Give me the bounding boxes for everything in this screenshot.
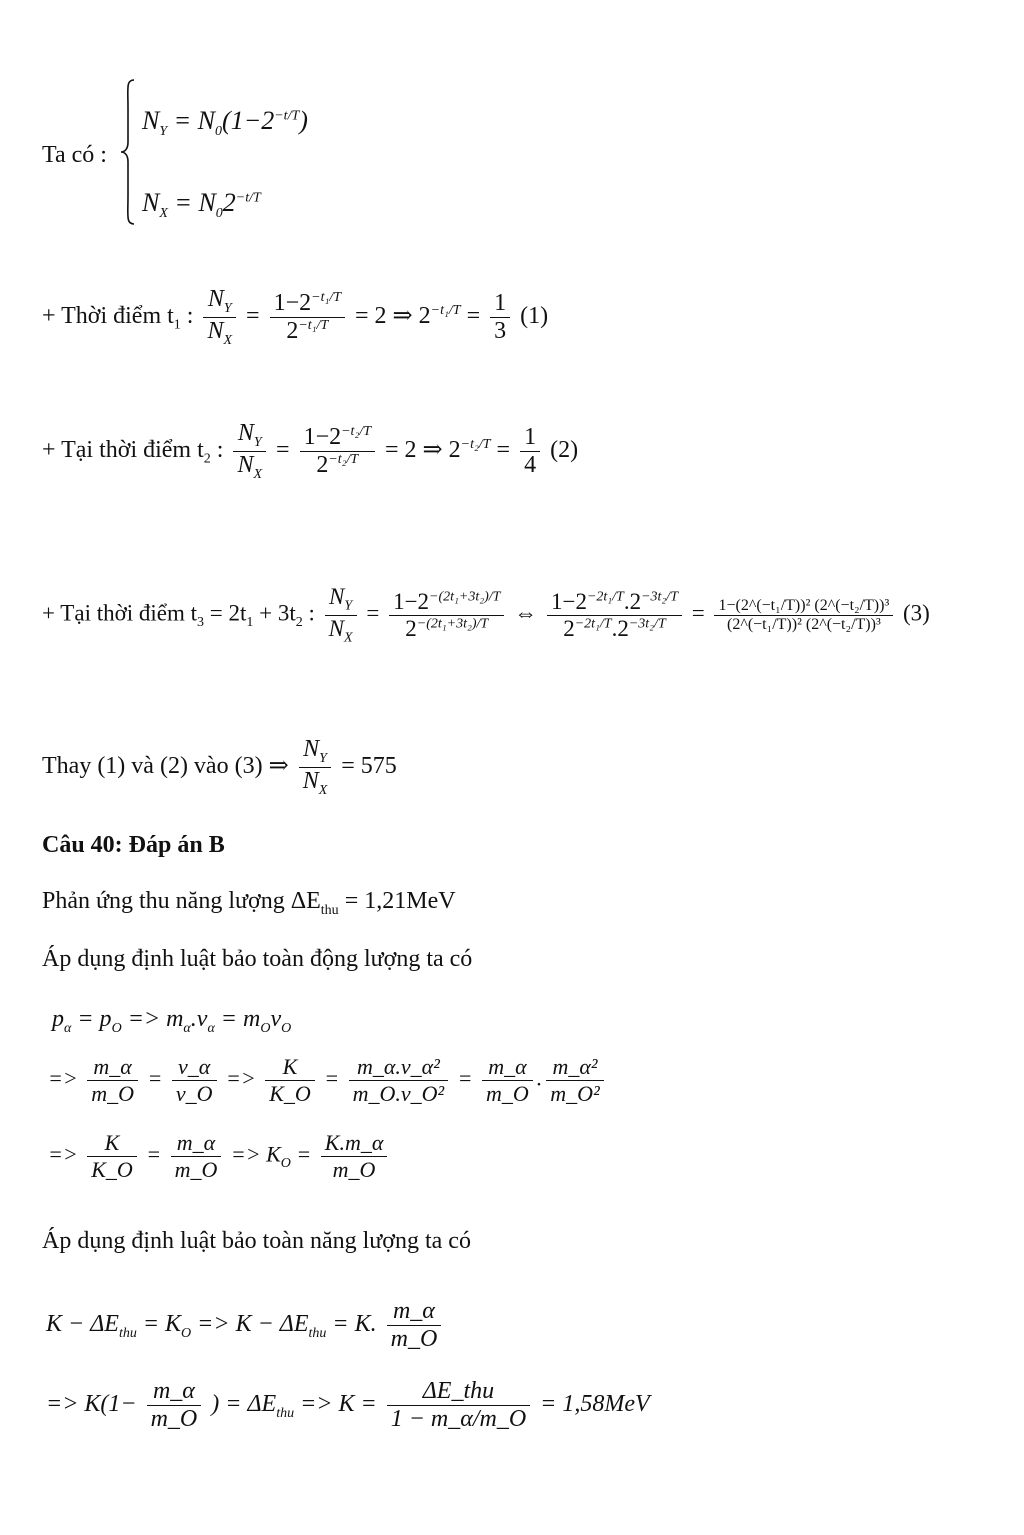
- t1-result-frac: [490, 290, 510, 345]
- t2-result-exp: −t₂/T: [460, 436, 491, 452]
- substitute-frac: [299, 736, 332, 799]
- e2-arrow: => K =: [300, 1391, 377, 1418]
- q40-momentum-text: [42, 946, 472, 973]
- t2-frac-num: 1: [520, 424, 540, 452]
- m2-f4: [349, 1054, 449, 1107]
- t3-label-sub: 3: [197, 614, 205, 630]
- m1-e: = m: [214, 1006, 261, 1032]
- e1-sub3: thu: [308, 1325, 327, 1341]
- t3-b-den-exp1: −2t₁/T: [574, 615, 612, 631]
- m2-f6: [546, 1054, 603, 1107]
- t1-mid-num: 1−2: [273, 289, 312, 316]
- t3-label: + Tại thời điểm t: [42, 600, 198, 626]
- t1-tag: (1): [520, 302, 549, 329]
- m3-f2: [171, 1130, 222, 1183]
- t3-b-den-mid: .2: [611, 615, 629, 641]
- system-eq2: [142, 188, 261, 222]
- q40-m3: [48, 1130, 391, 1183]
- eq2-rhs-sub: 0: [215, 206, 223, 222]
- m2-eq3: =: [457, 1065, 473, 1091]
- t3-label-rest: = 2t: [204, 600, 247, 626]
- m2-dot: .: [536, 1065, 543, 1091]
- t2-lhs-frac: [233, 420, 266, 483]
- t1-label: + Thời điểm t: [42, 302, 174, 329]
- e2-f-num: m_α: [147, 1378, 202, 1406]
- m2-f5-num: m_α: [482, 1054, 533, 1081]
- m2-prefix: =>: [48, 1065, 78, 1091]
- m2-f1-num: m_α: [87, 1054, 138, 1081]
- t2-mid-frac: [300, 424, 375, 479]
- m3-f1-num: K: [87, 1130, 137, 1157]
- t3-c-num: 1−(2^(−t₁/T))² (2^(−t₂/T))³: [714, 597, 893, 616]
- q40-reaction-text: Phản ứng thu năng lượng ΔE: [42, 888, 321, 914]
- q40-reaction-val: = 1,21MeV: [338, 888, 456, 914]
- t2-line: + Tại thời điểm $t_2$ : $\frac{N_Y}{N_X}$ = $\frac{1-2^{-t_2/T}}{2^{-t_2/T}}$ = 2 ⇒ $2^{-t_2/T}$ = $\frac{1}{4}$ (2): [42, 420, 579, 482]
- q40-energy-label: Áp dụng định luật bảo toàn năng lượng ta có: [42, 1228, 471, 1254]
- t3-b-num: 1−2: [550, 588, 587, 614]
- m1-sub1: α: [64, 1020, 72, 1036]
- t3-lhs-num-sub: Y: [344, 598, 353, 614]
- q40-reaction: [42, 888, 456, 919]
- t2-tag: (2): [550, 436, 579, 463]
- t3-b-den: 2: [563, 615, 575, 641]
- substitute-line: [42, 736, 397, 799]
- t1-lhs-den: N: [207, 317, 224, 344]
- m1-sub6: O: [281, 1020, 292, 1036]
- t3-c-den: (2^(−t₁/T))² (2^(−t₂/T))³: [726, 615, 881, 633]
- t3-lhs-num: N: [329, 584, 345, 609]
- m2-f3-num: K: [265, 1054, 315, 1081]
- eq2-exp: −t/T: [235, 190, 261, 206]
- e1-frac: [387, 1298, 442, 1353]
- t3-c-frac: [714, 597, 893, 634]
- t2-result-frac: [520, 424, 540, 479]
- m2-f5: [482, 1054, 533, 1107]
- t3-a-frac: [389, 589, 504, 642]
- t3-b-num-exp2: −3t₂/T: [641, 588, 678, 604]
- e2-big-frac: [387, 1378, 530, 1433]
- eq1-sub: Y: [159, 124, 168, 140]
- m2-f6-num: m_α²: [546, 1054, 603, 1081]
- m1-c: => m: [121, 1006, 184, 1032]
- t1-lhs-num: N: [207, 286, 224, 312]
- t2-label-sub: 2: [203, 451, 211, 467]
- m2-f4-den: m_O.v_O²: [352, 1081, 445, 1106]
- e2-big-den: 1 − m_α/m_O: [390, 1406, 527, 1432]
- eq2-rhs: = N: [174, 188, 216, 217]
- e1-c: => K − ΔE: [191, 1311, 309, 1338]
- t1-result-exp: −t₁/T: [430, 302, 461, 318]
- t3-b-num-exp1: −2t₁/T: [586, 588, 624, 604]
- m3-f3-den: m_O: [332, 1157, 376, 1182]
- q40-m1: [52, 1006, 291, 1037]
- eq1-rhs-sub: 0: [215, 124, 223, 140]
- t3-colon: :: [302, 600, 315, 626]
- q40-e2: [46, 1378, 650, 1433]
- system-eq1: [142, 106, 308, 140]
- system-label: [42, 142, 107, 169]
- t1-lhs-num-sub: Y: [223, 300, 232, 316]
- t2-mid-num: 1−2: [303, 423, 342, 450]
- t3-label-sub2: 1: [246, 614, 254, 630]
- q40-e1: [46, 1298, 445, 1353]
- t3-b-den-exp2: −3t₂/T: [628, 615, 666, 631]
- t2-frac-den: 4: [524, 451, 537, 478]
- eq2-symbol: N: [142, 188, 160, 217]
- e2-mid: ) = ΔE: [211, 1391, 277, 1418]
- q40-reaction-sub: thu: [320, 902, 339, 918]
- m3-eq2: =: [296, 1141, 312, 1167]
- e2-big-num: ΔE_thu: [387, 1378, 530, 1406]
- m1-sub2: O: [111, 1020, 122, 1036]
- substitute-den-sub: X: [318, 782, 328, 798]
- m2-f6-den: m_O²: [550, 1081, 600, 1106]
- m2-f1-den: m_O: [91, 1081, 134, 1106]
- m2-f2-den: v_O: [175, 1081, 213, 1106]
- eq1-body: (1−2: [222, 106, 275, 135]
- t3-lhs-den-sub: X: [344, 630, 353, 646]
- t2-mid-num-exp: −t₂/T: [341, 423, 371, 439]
- left-brace-icon: [120, 78, 136, 226]
- m2-arrow: =>: [226, 1065, 256, 1091]
- t3-b-num-mid: .2: [623, 588, 642, 614]
- t3-a-num: 1−2: [393, 588, 430, 614]
- m2-f3-den: K_O: [269, 1081, 311, 1106]
- t1-result-eq: =: [466, 302, 481, 329]
- e2-prefix: => K(1−: [46, 1391, 137, 1418]
- m2-eq1: =: [147, 1065, 163, 1091]
- m3-arrow: => K: [230, 1141, 281, 1167]
- t1-line: + Thời điểm $t_1$ : $\frac{N_Y}{N_X}$ = $\frac{1-2^{-t_1/T}}{2^{-t_1/T}}$ = 2 ⇒ $2^{-t_1/T}$ = $\frac{1}{3}$ (1): [42, 286, 549, 348]
- eq2-sub: X: [159, 206, 168, 222]
- t3-label-sub3: 2: [295, 614, 303, 630]
- t3-equiv: ⇔: [514, 600, 538, 626]
- t2-colon: :: [210, 436, 224, 463]
- t1-mid-num-exp: −t₁/T: [311, 289, 342, 305]
- t1-lhs-den-sub: X: [223, 332, 233, 348]
- q40-momentum-label: Áp dụng định luật bảo toàn động lượng ta có: [42, 946, 473, 972]
- t2-result: = 2 ⇒ 2: [385, 436, 461, 463]
- m3-eq1: =: [146, 1141, 162, 1167]
- e1-a: K − ΔE: [46, 1311, 119, 1338]
- t2-mid-den-exp: −t₂/T: [328, 451, 359, 467]
- substitute-num-sub: Y: [319, 750, 327, 766]
- t3-line: + Tại thời điểm $t_3 = 2t_1 + 3t_2$ : $\frac{N_Y}{N_X}$ = $\frac{1-2^{-(2t_1+3t_2)/T}}{2^{-(2t_1+3t_2)/T}}$ ⇔ $\frac{1-2^{-2t_1/T}.2^{-3t_2/T}}{2^{-2t_1/T}.2^{-3t_2/T}}$ = $\frac{\text{1−(2\textasciicircum{}(−t₁/T))² (2\textasciicircum{}(−t₂/T))³}}{\text{(2\textasciicircum{}(−t₁/T))² (2\textasciicircum{}(−t₂/T))³}}$ (3): [42, 584, 930, 646]
- e1-b: = K: [136, 1311, 182, 1338]
- t2-lhs-den-sub: X: [253, 466, 263, 482]
- q40-heading: [42, 832, 225, 859]
- m2-f4-num: m_α.v_α²: [349, 1054, 449, 1081]
- substitute-den: N: [302, 767, 319, 794]
- t1-colon: :: [180, 302, 194, 329]
- t3-a-num-exp: −(2t₁+3t₂)/T: [429, 588, 501, 604]
- m3-f2-num: m_α: [171, 1130, 222, 1157]
- m3-arrow-sub: O: [280, 1155, 291, 1171]
- m2-f1: [87, 1054, 138, 1107]
- t1-frac-num: 1: [490, 290, 510, 318]
- t2-lhs-den: N: [237, 451, 254, 478]
- m1-sub3: α: [183, 1020, 191, 1036]
- m3-f3-num: K.m_α: [321, 1130, 388, 1157]
- t3-tag: (3): [903, 600, 930, 626]
- t1-lhs-frac: [203, 286, 236, 349]
- substitute-result: = 575: [341, 752, 397, 779]
- m2-f5-den: m_O: [486, 1081, 529, 1106]
- system-label-text: Ta có :: [42, 142, 107, 168]
- m3-f3: [321, 1130, 388, 1183]
- t2-label: + Tại thời điểm t: [42, 436, 204, 463]
- e2-f-den: m_O: [150, 1406, 198, 1432]
- m3-f1-den: K_O: [91, 1157, 133, 1182]
- t1-label-sub: 1: [173, 317, 181, 333]
- substitute-text: Thay (1) và (2) vào (3) ⇒: [42, 752, 289, 779]
- e1-f-num: m_α: [387, 1298, 442, 1326]
- e2-frac1: [147, 1378, 202, 1433]
- m1-f: v: [270, 1006, 282, 1032]
- eq1-close: ): [299, 106, 308, 135]
- t3-a-den-exp: −(2t₁+3t₂)/T: [416, 615, 489, 631]
- e1-d: = K.: [326, 1311, 377, 1338]
- m1-sub5: O: [260, 1020, 271, 1036]
- m2-eq2: =: [324, 1065, 340, 1091]
- t1-result: = 2 ⇒ 2: [355, 302, 431, 329]
- t3-a-den: 2: [405, 615, 417, 641]
- t1-mid-den-exp: −t₁/T: [298, 317, 329, 333]
- e1-sub2: O: [181, 1325, 192, 1341]
- eq1-rhs: = N: [173, 106, 216, 135]
- m1-sub4: α: [207, 1020, 215, 1036]
- t2-mid-den: 2: [316, 451, 329, 478]
- m3-prefix: =>: [48, 1141, 78, 1167]
- t1-mid-den: 2: [286, 317, 299, 344]
- eq1-exp: −t/T: [274, 108, 300, 124]
- t3-label-rest2: + 3t: [253, 600, 296, 626]
- m3-f1: [87, 1130, 137, 1183]
- e2-result: = 1,58MeV: [540, 1391, 650, 1418]
- e1-f-den: m_O: [390, 1326, 438, 1352]
- q40-m2: [48, 1054, 608, 1107]
- m2-f2-num: v_α: [172, 1054, 217, 1081]
- m2-f3: [265, 1054, 315, 1107]
- m2-f2: [172, 1054, 217, 1107]
- m3-f2-den: m_O: [174, 1157, 218, 1182]
- m1-a: p: [52, 1006, 64, 1032]
- substitute-num: N: [303, 736, 320, 762]
- e1-sub1: thu: [118, 1325, 137, 1341]
- m1-d: .v: [190, 1006, 208, 1032]
- t3-b-frac: [547, 589, 682, 642]
- t2-lhs-num: N: [237, 420, 254, 446]
- q40-energy-text: [42, 1228, 471, 1255]
- t2-result-eq: =: [496, 436, 511, 463]
- t1-mid-frac: [270, 290, 345, 345]
- t3-lhs-den: N: [328, 615, 345, 641]
- q40-heading-text: Câu 40: Đáp án B: [42, 832, 225, 858]
- t2-lhs-num-sub: Y: [253, 434, 262, 450]
- eq1-symbol: N: [142, 106, 160, 135]
- t1-frac-den: 3: [494, 317, 507, 344]
- e2-mid-sub: thu: [276, 1405, 295, 1421]
- t3-lhs-frac: [325, 584, 357, 646]
- eq2-body: 2: [222, 188, 236, 217]
- m1-b: = p: [71, 1006, 112, 1032]
